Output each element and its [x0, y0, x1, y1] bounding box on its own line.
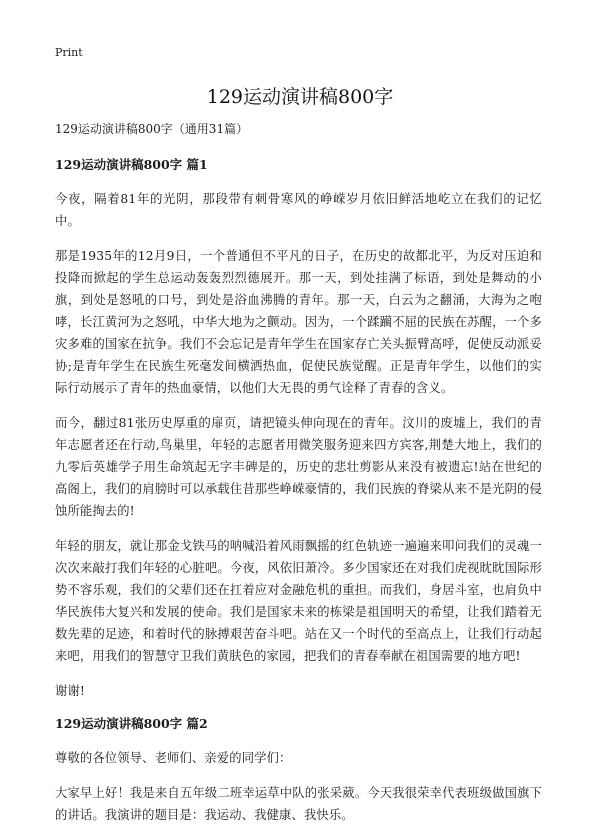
section-2 — [55, 715, 542, 826]
paragraph: 年轻的朋友，就让那金戈铁马的呐喊沿着风雨飘摇的红色轨迹一遍遍来叩问我们的灵魂一次次来敲打我们年轻的心脏吧。今夜，风依旧萧冷。多少国家还在对我们虎视眈眈国际形势不容乐观，我们的父辈们还在扛着应对金融危机的重担。而我们，身居斗室，也肩负中华民族伟大复兴和发展的使命。我们是国家未来的栋梁是祖国明天的希望，让我们踏着无数先辈的足迹，和着时代的脉搏艰苦奋斗吧。站在又一个时代的至高点上，让我们行动起来吧，用我们的智慧守卫我们黄肤色的家园，把我们的青春奉献在祖国需要的地方吧! — [55, 539, 542, 663]
document-subtitle: 129运动演讲稿800字（通用31篇） — [55, 122, 249, 136]
section-heading: 129运动演讲稿800字 篇1 — [55, 157, 208, 172]
print-link[interactable]: Print — [55, 46, 83, 59]
paragraph: 而今，翻过81张历史厚重的扉页，请把镜头伸向现在的青年。汶川的废墟上，我们的青年志愿者还在行动,鸟巢里，年轻的志愿者用微笑服务迎来四方宾客,荆楚大地上，我们的九零后英雄学子用生命筑起无字丰碑是的，历史的悲壮剪影从来没有被遗忘!站在世纪的高阁上，我们的肩膀时可以承载住昔那些峥嵘豪情的，我们民族的脊梁从来不是光阴的侵蚀所能掏去的! — [55, 416, 542, 518]
section-heading: 129运动演讲稿800字 篇2 — [55, 716, 208, 731]
document-body — [55, 120, 542, 839]
paragraph: 今夜，隔着81年的光阴，那段带有刺骨寒风的峥嵘岁月依旧鲜活地屹立在我们的记忆中。 — [55, 192, 542, 228]
section-1 — [55, 156, 542, 702]
page-title: 129运动演讲稿800字 — [206, 86, 394, 108]
paragraph: 谢谢! — [55, 684, 85, 698]
paragraph: 大家早上好！我是来自五年级二班幸运草中队的张采葳。今天我很荣幸代表班级做国旗下的讲话。我演讲的题目是：我运动、我健康、我快乐。 — [55, 786, 542, 822]
paragraph: 那是1935年的12月9日，一个普通但不平凡的日子，在历史的故都北平，为反对压迫和投降而掀起的学生总运动轰轰烈烈德展开。那一天，到处挂满了标语，到处是舞动的小旗，到处是怒吼的口号，到处是浴血沸腾的青年。那一天，白云为之翻涌，大海为之咆哮，长江黄河为之怒吼，中华大地为之颤动。因为，一个蹂躏不屈的民族在苏醒，一个多灾多难的国家在抗争。我们不会忘记是青年学生在国家存亡关头振臂高呼，促使反动派妥协;是青年学生在民族生死毫发间横洒热血，促使民族觉醒。正是青年学生，以他们的实际行动展示了青年的热血豪情，以他们大无畏的勇气诠释了青春的含义。 — [55, 249, 542, 395]
paragraph: 尊敬的各位领导、老师们、亲爱的同学们： — [55, 751, 292, 765]
